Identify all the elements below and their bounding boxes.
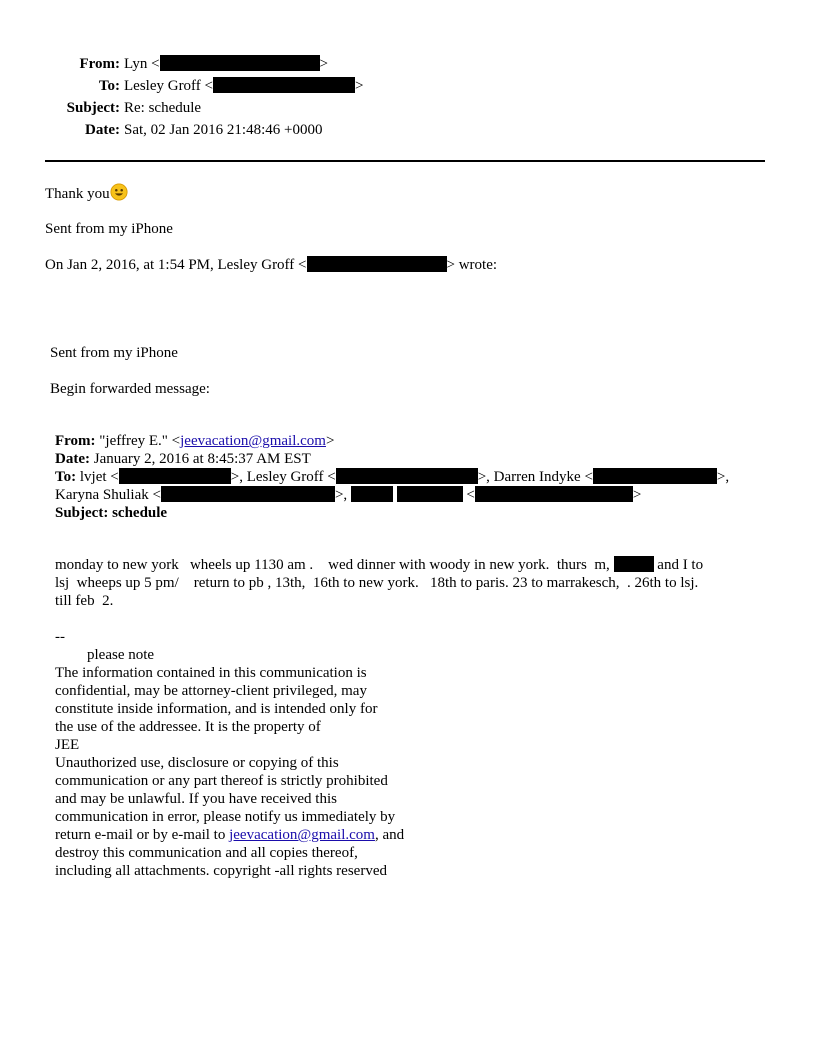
subject-value: Re: schedule	[124, 100, 202, 116]
redaction-block	[475, 486, 633, 502]
to-value: Lesley Groff <	[124, 78, 213, 94]
sig-line: Unauthorized use, disclosure or copying of this	[55, 755, 339, 771]
reply-thanks	[45, 183, 128, 203]
forward-sent-from: Sent from my iPhone	[50, 345, 178, 361]
smiley-emoji-icon	[110, 183, 128, 201]
subject-label: Subject:	[66, 100, 120, 116]
sig-line: the use of the addressee. It is the property of	[55, 719, 321, 735]
sig-line: The information contained in this communication is	[55, 665, 367, 681]
fwd-date-label: Date:	[55, 451, 90, 467]
fwd-date-value: January 2, 2016 at 8:45:37 AM EST	[89, 451, 311, 467]
message-line-3: till feb 2.	[55, 593, 114, 609]
sig-line: JEE	[55, 737, 80, 753]
fwd-to-row	[55, 468, 775, 486]
message-body	[55, 556, 755, 610]
fwd-to-b: >, Lesley Groff <	[230, 469, 336, 485]
redaction-block	[119, 468, 231, 484]
fwd-to-a: lvjet <	[76, 469, 119, 485]
fwd-to-d: >,	[716, 469, 730, 485]
sig-line: and may be unlawful. If you have received this	[55, 791, 337, 807]
sig-line: constitute inside information, and is intended only for	[55, 701, 378, 717]
date-value: Sat, 02 Jan 2016 21:48:46 +0000	[124, 122, 323, 138]
quote-intro	[45, 256, 497, 274]
sig-note: please note	[87, 647, 155, 663]
redaction-block	[593, 468, 717, 484]
message-line-2: lsj wheeps up 5 pm/ return to pb , 13th, 16th to new york. 18th to paris. 23 to marrakesch, . 26th to lsj.	[55, 575, 699, 591]
fwd-subject-value: schedule	[108, 505, 168, 521]
fwd-from-value: "jeffrey E." <	[95, 433, 181, 449]
header-to-row	[0, 75, 816, 97]
fwd-to-row-2	[55, 486, 775, 504]
redaction-block	[307, 256, 447, 272]
fwd-to-f: >,	[334, 487, 351, 503]
fwd-subject-row	[55, 504, 775, 522]
fwd-from-label: From:	[55, 433, 96, 449]
sig-line: confidential, may be attorney-client privileged, may	[55, 683, 367, 699]
reply-sent-from: Sent from my iPhone	[45, 221, 173, 237]
header-subject-row	[0, 97, 816, 119]
message-line-1	[55, 556, 755, 574]
to-close: >	[355, 78, 364, 94]
sig-line: destroy this communication and all copies thereof,	[55, 845, 358, 861]
message-line-1a: monday to new york wheels up 1130 am . wed dinner with woody in new york. thurs m,	[55, 557, 614, 573]
quote-intro-wrote: > wrote:	[446, 257, 498, 273]
fwd-date-row	[55, 450, 775, 468]
message-line-1b: and I to	[653, 557, 704, 573]
disclaimer	[55, 628, 475, 880]
fwd-subject-label: Subject:	[55, 505, 109, 521]
fwd-to-e: Karyna Shuliak <	[55, 487, 161, 503]
redaction-block	[351, 486, 393, 502]
to-label: To:	[98, 78, 120, 94]
fwd-to-c: >, Darren Indyke <	[477, 469, 593, 485]
sig-line-10b: , and	[374, 827, 405, 843]
quote-intro-text: On Jan 2, 2016, at 1:54 PM, Lesley Groff <	[45, 257, 307, 273]
thanks-text: Thank you	[45, 186, 110, 202]
redaction-block	[160, 55, 320, 71]
header-date-row	[0, 119, 816, 141]
redaction-block	[397, 486, 463, 502]
begin-forwarded: Begin forwarded message:	[50, 381, 210, 397]
fwd-from-close: >	[325, 433, 335, 449]
sig-line: including all attachments. copyright -all rights reserved	[55, 863, 387, 879]
redaction-block	[161, 486, 335, 502]
sig-line-10a: return e-mail or by e-mail to	[55, 827, 230, 843]
header-divider	[45, 160, 765, 162]
fwd-to-g: <	[462, 487, 475, 503]
redaction-block	[614, 556, 654, 572]
sig-line: communication or any part thereof is strictly prohibited	[55, 773, 388, 789]
header-from-row	[0, 53, 816, 75]
sig-line-email	[55, 826, 475, 844]
fwd-to-label: To:	[55, 469, 77, 485]
fwd-to-h: >	[632, 487, 642, 503]
redaction-block	[336, 468, 478, 484]
from-close: >	[319, 56, 329, 72]
email-header	[0, 53, 816, 141]
redaction-block	[213, 77, 355, 93]
from-label: From:	[79, 56, 120, 72]
sig-line: communication in error, please notify us immediately by	[55, 809, 396, 825]
fwd-from-email-link[interactable]: jeevacation@gmail.com	[180, 433, 326, 449]
fwd-from-row	[55, 432, 775, 450]
from-value: Lyn <	[124, 56, 160, 72]
date-label: Date:	[85, 122, 120, 138]
sig-dashes: --	[55, 629, 65, 645]
forwarded-header	[55, 432, 775, 522]
sig-email-link[interactable]: jeevacation@gmail.com	[229, 827, 375, 843]
